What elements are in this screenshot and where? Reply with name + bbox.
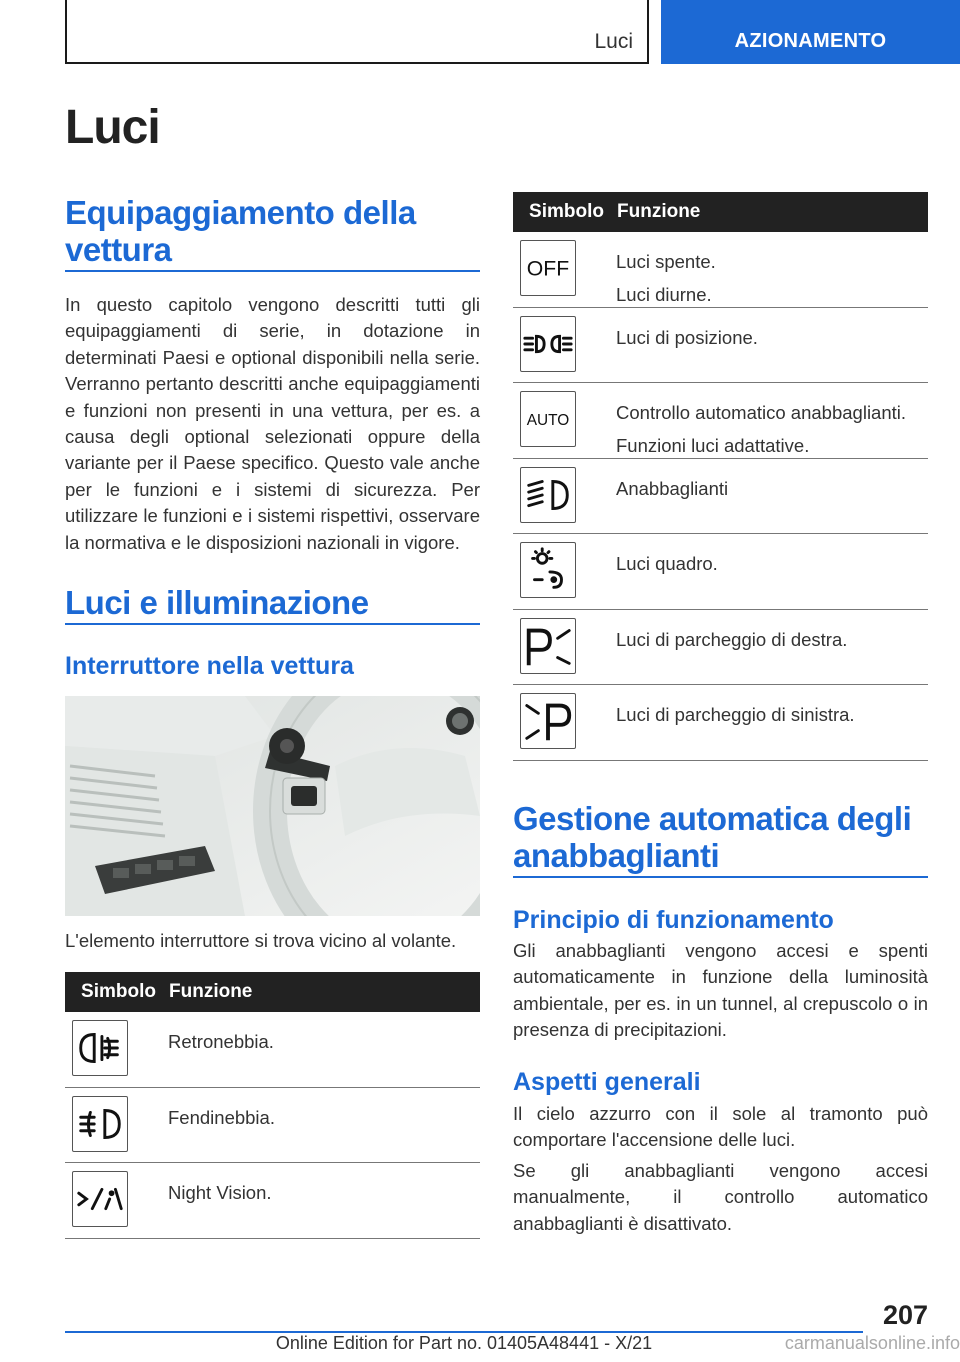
equipment-rule (65, 270, 480, 272)
table-row (513, 459, 928, 535)
row-function: Luci di parcheggio di sinistra. (616, 704, 855, 725)
row-function: Fendinebbia. (168, 1106, 275, 1128)
parking-light-left-icon (520, 693, 576, 749)
table-row (513, 534, 928, 610)
auto-low-beam-rule (513, 876, 928, 878)
page-number: 207 (882, 1300, 928, 1330)
header-chapter-label: AZIONAMENTO (734, 30, 887, 52)
lights-rule (65, 623, 480, 625)
svg-text:AUTO: AUTO (526, 411, 570, 429)
instrument-lighting-icon (520, 542, 576, 598)
right-symbol-table (513, 192, 928, 761)
row-function: Retronebbia. (168, 1031, 274, 1052)
table-row (513, 383, 928, 459)
col-symbol: Simbolo (81, 981, 156, 1002)
row-function: Night Vision. (168, 1182, 272, 1203)
header-section-box (65, 0, 649, 64)
low-beam-icon (520, 467, 576, 523)
auto-icon (520, 391, 576, 447)
front-fog-light-icon (72, 1096, 128, 1152)
svg-text:OFF: OFF (526, 257, 570, 281)
row-function: Luci di parcheggio di destra. (616, 628, 848, 650)
auto-low-beam-heading: Gestione automatica degli anabbaglianti (513, 800, 912, 874)
col-symbol: Simbolo (529, 201, 604, 222)
table-header (513, 192, 928, 232)
row-function: Luci quadro. (616, 553, 718, 574)
table-row (65, 1163, 480, 1239)
principle-heading: Principio di funzionamento (513, 906, 834, 934)
equipment-heading: Equipaggiamento della vettura (65, 194, 416, 268)
general-heading: Aspetti generali (513, 1068, 701, 1096)
parking-lights-icon (520, 316, 576, 372)
table-row (513, 685, 928, 761)
row-function: Luci spente. Luci diurne. (616, 251, 716, 305)
row-function: Luci di posizione. (616, 326, 758, 348)
col-function: Funzione (617, 201, 701, 222)
table-row (65, 1088, 480, 1164)
principle-text: Gli anabbaglianti vengono accesi e spenti automaticamente in funzione della luminosità ambientale, per es. in un tunnel, al crepuscolo o in presenza di precipitazioni. (513, 940, 928, 1041)
header-section-label: Luci (594, 30, 633, 53)
general-text (513, 1101, 928, 1237)
footer-edition: Online Edition for Part no. 01405A48441 - X/21 (275, 1333, 653, 1353)
row-function: Anabbaglianti (616, 477, 729, 499)
footer-watermark[interactable]: carmanualsonline.info (784, 1333, 960, 1353)
switch-caption: L'elemento interruttore si trova vicino al volante. (65, 930, 457, 951)
page-title: Luci (65, 101, 160, 154)
table-row (513, 610, 928, 686)
dashboard-switch-photo (65, 696, 480, 916)
table-row (65, 1012, 480, 1088)
left-symbol-table (65, 972, 480, 1239)
row-function: Controllo automatico anabbaglianti. Funzioni luci adattative. (616, 402, 907, 456)
parking-light-right-icon (520, 618, 576, 674)
table-header (65, 972, 480, 1012)
rear-fog-light-icon (72, 1020, 128, 1076)
table-row (513, 232, 928, 308)
equipment-text: In questo capitolo vengono descritti tutti gli equipaggiamenti di serie, in dotazione in determinati Paesi e optional disponibili nella serie. Verranno pertanto descritti anche equipaggiamenti e funzioni non presenti in una vettura, per es. a causa degli optional selezionati oppure della variante per il Paese specifico. Questo vale anche per le funzioni e i sistemi di sicurezza. Per utilizzare le funzioni e i sistemi rispettivi, osservare la normativa e le disposizioni nazionali in vigore. (65, 294, 480, 553)
general-text-2: Se gli anabbaglianti vengono accesi manualmente, il controllo automatico anabbaglianti è disattivato. (513, 1159, 928, 1234)
col-function: Funzione (169, 981, 253, 1002)
switch-heading: Interruttore nella vettura (65, 652, 354, 680)
off-icon (520, 240, 576, 296)
lights-heading: Luci e illuminazione (65, 584, 369, 621)
header-chapter-tab[interactable] (661, 0, 960, 64)
table-row (513, 308, 928, 384)
general-text-1: Il cielo azzurro con il sole al tramonto può comportare l'accensione delle luci. (513, 1103, 928, 1151)
night-vision-icon (72, 1171, 128, 1227)
